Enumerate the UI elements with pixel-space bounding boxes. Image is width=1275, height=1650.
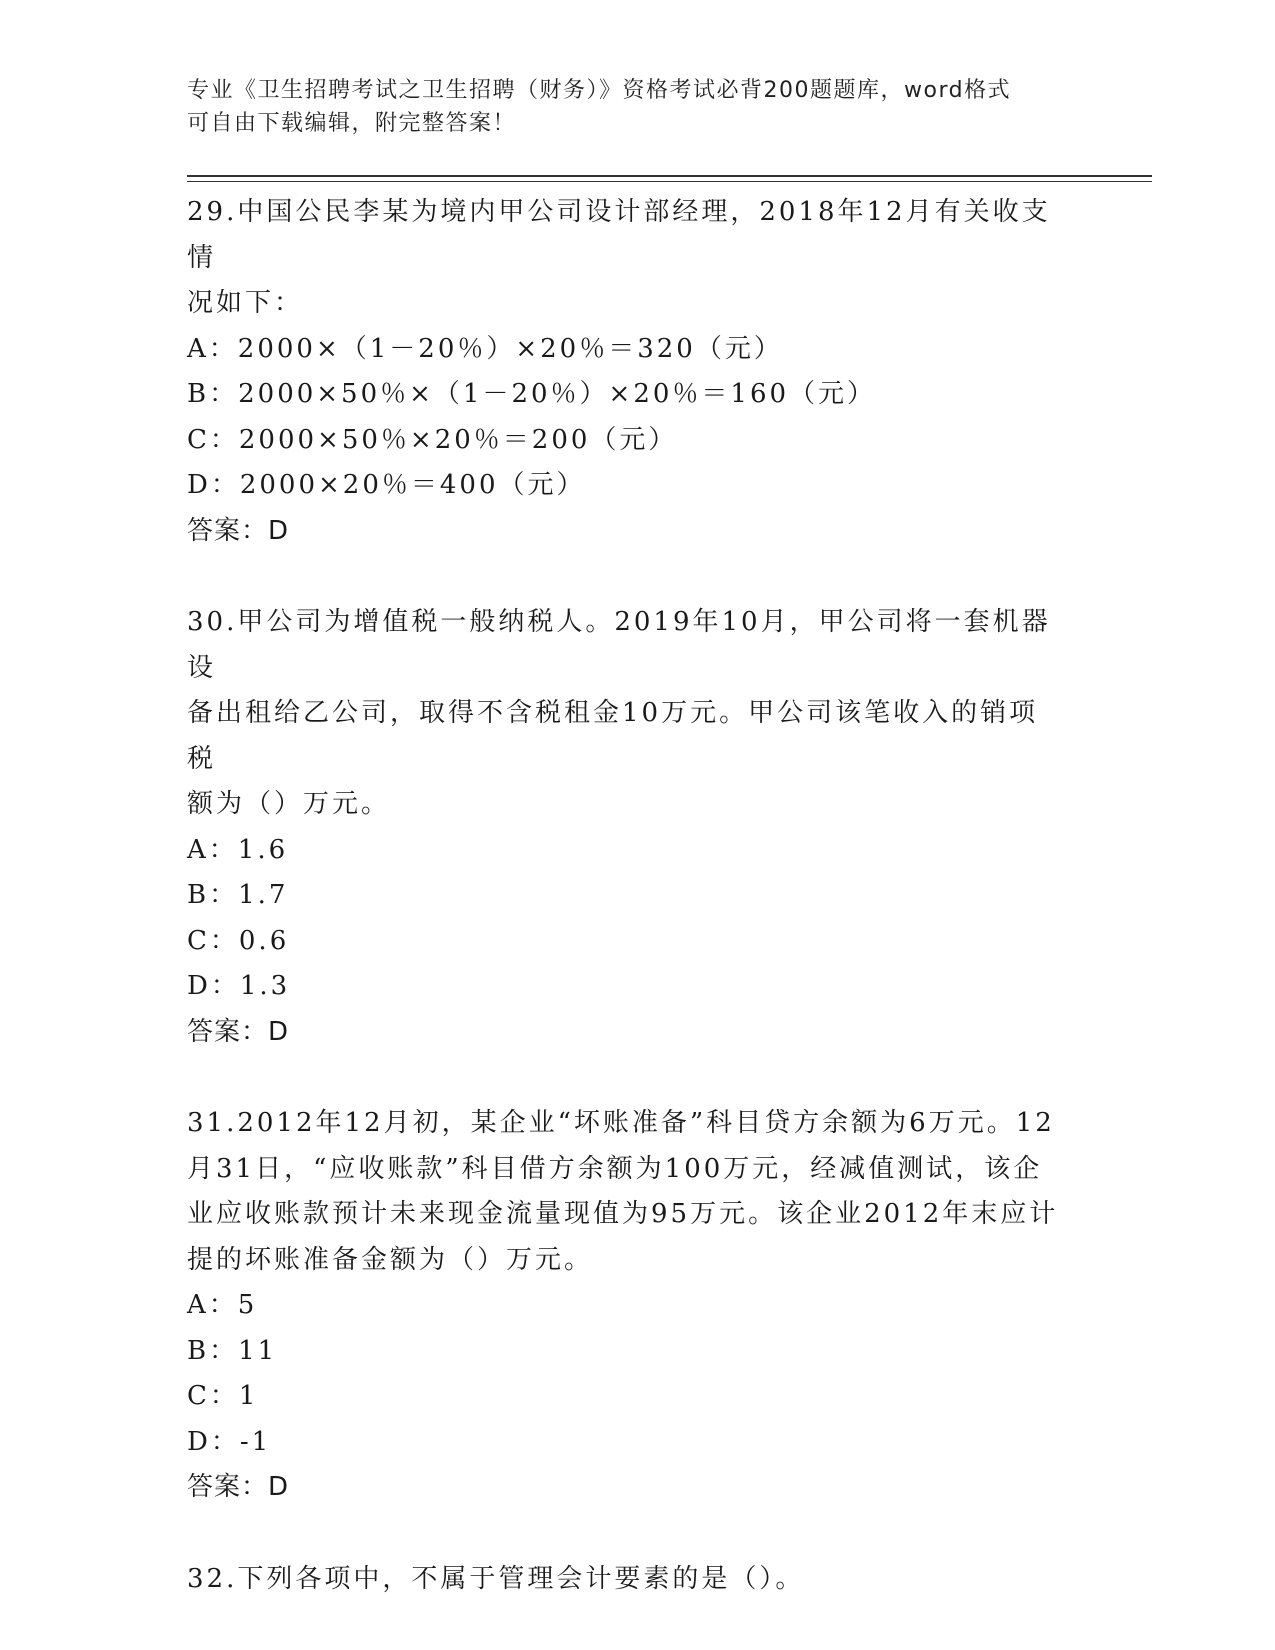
option-b: B：2000×50％×（1－20％）×20％＝160（元）	[187, 379, 877, 409]
option-b: B：1.7	[187, 880, 289, 910]
option-a: A：1.6	[187, 834, 289, 865]
question-31	[187, 1101, 1087, 1511]
question-list	[187, 190, 1087, 1602]
option-d: D：2000×20％＝400（元）	[187, 470, 586, 500]
option-b: B：11	[187, 1335, 278, 1366]
header-line-2: 可自由下载编辑，附完整答案！	[187, 111, 517, 136]
option-d: D：-1	[187, 1426, 272, 1457]
option-a: A：5	[187, 1290, 258, 1320]
question-stem-line: 29.中国公民李某为境内甲公司设计部经理，2018年12月有关收支情	[187, 197, 1051, 273]
option-c: C：2000×50％×20％＝200（元）	[187, 424, 678, 455]
question-stem-line: 备出租给乙公司，取得不含税租金10万元。甲公司该笔收入的销项税	[187, 698, 1039, 774]
answer-label: 答案：D	[187, 515, 290, 546]
answer-label: 答案：D	[187, 1472, 290, 1502]
question-stem-line: 提的坏账准备金额为（）万元。	[187, 1244, 594, 1275]
question-32	[187, 1557, 1087, 1603]
option-c: C：1	[187, 1381, 259, 1411]
question-stem-line: 32.下列各项中，不属于管理会计要素的是（）。	[187, 1563, 805, 1594]
question-30	[187, 600, 1087, 1055]
question-stem-line: 业应收账款预计未来现金流量现值为95万元。该企业2012年末应计	[187, 1199, 1059, 1229]
question-stem-line: 况如下：	[187, 288, 304, 318]
question-stem-line: 额为（）万元。	[187, 789, 391, 819]
question-stem-line: 月31日，“应收账款”科目借方余额为100万元，经减值测试，该企	[187, 1153, 1043, 1184]
option-c: C：0.6	[187, 925, 290, 956]
document-header	[187, 74, 1067, 140]
question-stem-line: 31.2012年12月初，某企业“坏账准备”科目贷方余额为6万元。12	[187, 1108, 1055, 1138]
option-d: D：1.3	[187, 971, 291, 1001]
header-divider-thin	[187, 181, 1152, 182]
question-stem-line: 30.甲公司为增值税一般纳税人。2019年10月，甲公司将一套机器设	[187, 607, 1051, 683]
option-a: A：2000×（1－20％）×20％＝320（元）	[187, 333, 783, 364]
header-divider-thick	[187, 175, 1152, 177]
header-line-1: 专业《卫生招聘考试之卫生招聘（财务）》资格考试必背200题题库，word格式	[187, 78, 1012, 103]
question-29	[187, 190, 1087, 554]
answer-label: 答案：D	[187, 1016, 290, 1047]
